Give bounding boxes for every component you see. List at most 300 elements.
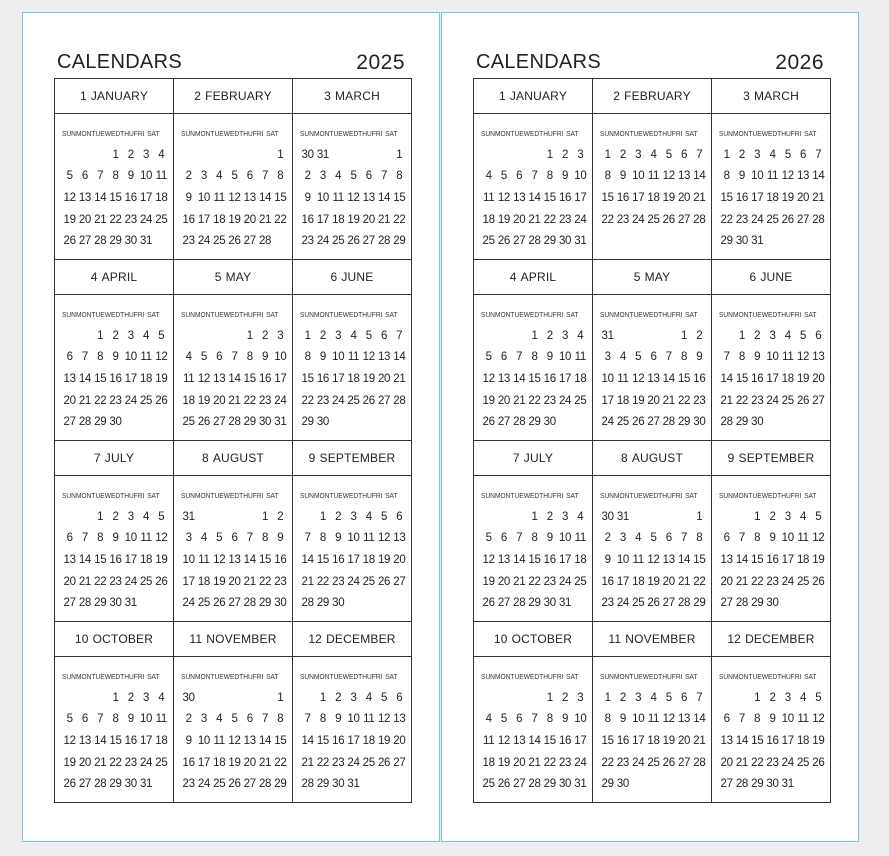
day-cell: 16 [766, 553, 779, 566]
day-cell: 12 [228, 191, 241, 204]
day-cell: 19 [482, 575, 495, 588]
day-cell: 5 [800, 329, 807, 342]
weekday-header [62, 129, 160, 138]
month-header [474, 260, 592, 295]
day-cell: 17 [124, 553, 137, 566]
day-cell: 1 [696, 510, 703, 523]
day-cell: 25 [197, 597, 211, 610]
day-cell: 7 [231, 351, 238, 364]
day-cell: 11 [482, 191, 495, 204]
day-cell: 18 [213, 756, 226, 769]
month-header [293, 260, 411, 295]
month-may [593, 260, 712, 441]
day-cell: 3 [127, 510, 134, 523]
day-grid [181, 325, 288, 433]
day-cell: 16 [109, 553, 122, 566]
day-cell: 3 [350, 510, 357, 523]
weekday-header [181, 491, 279, 500]
weekday-label: TUE [210, 491, 224, 500]
day-cell: 14 [662, 372, 675, 385]
month-grid [473, 78, 831, 803]
day-cell: 20 [243, 756, 256, 769]
day-cell: 12 [377, 713, 391, 726]
weekday-label: THU [658, 310, 672, 319]
day-cell: 20 [213, 394, 226, 407]
weekday-label: TUE [210, 310, 224, 319]
day-cell: 5 [365, 329, 372, 342]
day-cell: 19 [197, 394, 211, 407]
day-cell: 5 [665, 691, 672, 704]
day-cell: 8 [112, 713, 119, 726]
day-cell: 16 [124, 191, 137, 204]
weekday-label: WED [104, 310, 121, 319]
day-cell: 1 [112, 691, 119, 704]
day-cell: 10 [558, 532, 572, 545]
month-header [293, 441, 411, 476]
day-cell: 19 [213, 575, 226, 588]
weekday-label: MON [613, 672, 630, 681]
weekday-label: SUN [481, 491, 495, 500]
weekday-label: FRI [133, 310, 145, 319]
day-cell: 7 [246, 532, 253, 545]
weekday-label: FRI [790, 491, 802, 500]
day-cell: 5 [784, 148, 791, 161]
day-cell: 16 [616, 734, 630, 747]
day-cell: 19 [228, 213, 241, 226]
day-cell: 24 [124, 575, 137, 588]
day-cell: 11 [647, 713, 660, 726]
day-cell: 16 [316, 372, 330, 385]
month-header [593, 441, 711, 476]
day-cell: 10 [124, 532, 137, 545]
day-cell: 7 [531, 713, 538, 726]
day-cell: 21 [528, 756, 541, 769]
day-cell: 18 [197, 575, 211, 588]
day-cell: 27 [243, 778, 256, 791]
day-cell: 6 [723, 713, 730, 726]
day-cell: 6 [381, 329, 388, 342]
day-cell: 18 [139, 553, 153, 566]
day-cell: 3 [143, 148, 150, 161]
day-cell: 2 [319, 329, 326, 342]
day-grid [62, 506, 169, 614]
day-cell: 29 [316, 778, 330, 791]
weekday-header [181, 310, 279, 319]
day-cell: 21 [513, 575, 526, 588]
day-cell: 9 [562, 713, 569, 726]
day-cell: 20 [78, 213, 92, 226]
day-cell: 9 [262, 351, 269, 364]
day-cell: 25 [766, 213, 779, 226]
day-cell: 19 [228, 756, 241, 769]
day-cell: 27 [497, 597, 511, 610]
weekday-label: FRI [252, 310, 264, 319]
day-cell: 12 [662, 170, 675, 183]
day-cell: 7 [304, 713, 311, 726]
day-cell: 13 [497, 553, 511, 566]
day-cell: 4 [650, 691, 657, 704]
day-cell: 6 [246, 713, 253, 726]
day-cell: 8 [304, 351, 311, 364]
weekday-label: TUE [210, 129, 224, 138]
day-cell: 26 [662, 756, 675, 769]
day-cell: 24 [558, 575, 572, 588]
day-cell: 11 [363, 532, 375, 545]
weekday-header [181, 129, 279, 138]
day-cell: 18 [796, 734, 810, 747]
day-cell: 27 [377, 394, 391, 407]
day-cell: 3 [562, 510, 569, 523]
month-header [593, 79, 711, 114]
day-cell: 26 [228, 778, 241, 791]
month-body [474, 476, 592, 614]
day-cell: 3 [635, 148, 642, 161]
day-cell: 23 [543, 575, 556, 588]
month-name: MARCH [334, 89, 380, 103]
day-cell: 21 [258, 213, 272, 226]
weekday-header [62, 672, 160, 681]
month-body [174, 657, 292, 795]
day-cell: 23 [332, 575, 345, 588]
day-cell: 12 [63, 191, 76, 204]
day-cell: 31 [781, 778, 794, 791]
day-cell: 5 [231, 170, 238, 183]
day-cell: 23 [558, 213, 572, 226]
weekday-label: FRI [790, 129, 802, 138]
day-cell: 21 [528, 213, 541, 226]
day-cell: 13 [78, 734, 92, 747]
weekday-label: THU [358, 310, 372, 319]
day-cell: 2 [696, 329, 703, 342]
day-cell: 4 [769, 148, 776, 161]
month-name: FEBRUARY [624, 89, 691, 103]
day-cell: 22 [393, 213, 406, 226]
day-cell: 22 [94, 575, 107, 588]
day-cell: 19 [812, 553, 825, 566]
day-cell: 22 [735, 394, 749, 407]
day-cell: 14 [812, 170, 825, 183]
day-cell: 10 [751, 170, 764, 183]
weekday-label: MON [613, 491, 630, 500]
weekday-label: TUE [510, 310, 524, 319]
day-cell: 7 [696, 148, 703, 161]
day-cell: 14 [258, 734, 272, 747]
day-cell: 11 [155, 170, 168, 183]
day-cell: 18 [482, 756, 495, 769]
day-grid [62, 325, 169, 433]
weekday-label: WED [523, 491, 540, 500]
weekday-header [719, 310, 817, 319]
day-cell: 4 [143, 510, 150, 523]
day-cell: 6 [81, 713, 88, 726]
day-cell: 13 [243, 191, 256, 204]
day-cell: 27 [393, 575, 406, 588]
day-cell: 5 [815, 691, 822, 704]
weekday-label: SUN [600, 491, 614, 500]
day-cell: 14 [94, 734, 107, 747]
weekday-label: MON [313, 491, 330, 500]
day-cell: 28 [812, 213, 825, 226]
day-cell: 30 [109, 597, 122, 610]
day-cell: 17 [316, 213, 330, 226]
day-cell: 5 [665, 148, 672, 161]
weekday-label: MON [613, 129, 630, 138]
day-cell: 27 [647, 416, 660, 429]
day-cell: 3 [754, 148, 761, 161]
day-cell: 4 [158, 148, 165, 161]
day-cell: 12 [63, 734, 76, 747]
day-cell: 9 [738, 170, 745, 183]
month-header [712, 260, 830, 295]
month-body [593, 295, 711, 433]
day-cell: 29 [316, 597, 330, 610]
weekday-label: THU [239, 129, 253, 138]
day-cell: 2 [562, 148, 569, 161]
weekday-label: SUN [719, 310, 733, 319]
day-cell: 8 [723, 170, 730, 183]
day-cell: 25 [796, 575, 810, 588]
day-cell: 7 [723, 351, 730, 364]
day-cell: 1 [604, 148, 611, 161]
weekday-label: THU [777, 310, 791, 319]
weekday-label: SAT [266, 129, 279, 138]
day-cell: 20 [513, 213, 526, 226]
day-cell: 12 [155, 532, 168, 545]
day-cell: 15 [735, 372, 749, 385]
day-cell: 30 [558, 235, 572, 248]
day-cell: 9 [619, 170, 626, 183]
month-body [293, 295, 411, 433]
month-february [593, 79, 712, 260]
day-cell: 16 [543, 372, 556, 385]
day-cell: 25 [139, 575, 153, 588]
day-cell: 10 [139, 170, 153, 183]
month-body [593, 476, 711, 614]
month-grid [54, 78, 412, 803]
day-cell: 8 [754, 713, 761, 726]
day-cell: 10 [124, 351, 137, 364]
day-cell: 11 [782, 351, 794, 364]
weekday-label: WED [761, 310, 778, 319]
day-cell: 9 [185, 734, 192, 747]
weekday-label: TUE [748, 491, 762, 500]
weekday-label: TUE [91, 310, 105, 319]
day-cell: 16 [182, 213, 195, 226]
day-cell: 7 [97, 713, 104, 726]
day-cell: 25 [182, 416, 195, 429]
day-cell: 4 [650, 148, 657, 161]
month-july [55, 441, 174, 622]
day-cell: 12 [812, 713, 825, 726]
day-cell: 14 [228, 372, 241, 385]
day-cell: 13 [377, 351, 391, 364]
day-cell: 23 [766, 575, 779, 588]
weekday-label: SUN [481, 672, 495, 681]
day-cell: 7 [681, 532, 688, 545]
month-number: 4 [90, 270, 98, 284]
day-cell: 4 [485, 713, 492, 726]
weekday-label: MON [732, 129, 749, 138]
day-cell: 10 [197, 734, 211, 747]
month-body [712, 295, 830, 433]
weekday-label: SAT [804, 672, 817, 681]
day-cell: 8 [319, 713, 326, 726]
day-cell: 2 [335, 510, 342, 523]
day-cell: 21 [393, 372, 406, 385]
day-cell: 17 [601, 394, 614, 407]
weekday-label: SAT [804, 129, 817, 138]
month-header [55, 260, 173, 295]
day-cell: 8 [696, 532, 703, 545]
weekday-label: THU [239, 491, 253, 500]
weekday-label: WED [223, 672, 240, 681]
day-cell: 23 [616, 213, 630, 226]
day-cell: 4 [200, 532, 207, 545]
weekday-header [62, 491, 160, 500]
month-april [474, 260, 593, 441]
day-grid [481, 506, 588, 614]
weekday-label: WED [642, 129, 659, 138]
weekday-label: SAT [147, 672, 160, 681]
weekday-label: FRI [552, 672, 564, 681]
day-cell: 24 [197, 235, 211, 248]
month-number: 3 [743, 89, 750, 103]
weekday-label: TUE [329, 129, 343, 138]
day-cell: 29 [751, 778, 764, 791]
day-cell: 1 [277, 691, 284, 704]
day-cell: 31 [558, 597, 572, 610]
day-cell: 21 [301, 575, 314, 588]
weekday-label: WED [523, 129, 540, 138]
day-cell: 24 [139, 213, 153, 226]
weekday-label: THU [120, 129, 134, 138]
day-cell: 15 [274, 734, 287, 747]
day-cell: 10 [139, 713, 153, 726]
day-cell: 30 [543, 416, 556, 429]
weekday-label: THU [658, 129, 672, 138]
day-cell: 22 [258, 575, 272, 588]
month-body [712, 114, 830, 252]
day-cell: 12 [781, 170, 794, 183]
weekday-label: FRI [552, 310, 564, 319]
day-cell: 7 [531, 170, 538, 183]
weekday-header [300, 491, 398, 500]
weekday-label: THU [539, 491, 553, 500]
month-number: 8 [201, 451, 209, 465]
weekday-label: MON [194, 491, 211, 500]
day-cell: 13 [812, 351, 825, 364]
day-cell: 15 [601, 734, 614, 747]
day-cell: 23 [766, 756, 779, 769]
day-cell: 16 [751, 372, 764, 385]
month-body [712, 657, 830, 795]
day-cell: 8 [738, 351, 745, 364]
day-cell: 26 [63, 778, 76, 791]
day-cell: 23 [751, 394, 764, 407]
day-cell: 14 [735, 734, 749, 747]
weekday-label: WED [104, 672, 121, 681]
day-cell: 6 [650, 351, 657, 364]
day-cell: 29 [693, 597, 706, 610]
day-cell: 31 [574, 235, 587, 248]
month-header [712, 622, 830, 657]
day-cell: 31 [751, 235, 764, 248]
day-cell: 22 [243, 394, 256, 407]
day-cell: 22 [301, 394, 314, 407]
day-cell: 14 [301, 734, 314, 747]
weekday-label: FRI [133, 129, 145, 138]
weekday-label: FRI [371, 491, 383, 500]
day-cell: 5 [200, 351, 207, 364]
month-name: AUGUST [212, 451, 265, 465]
day-cell: 8 [546, 713, 553, 726]
day-cell: 20 [720, 756, 733, 769]
day-cell: 7 [516, 532, 523, 545]
day-grid [181, 687, 288, 795]
day-cell: 12 [497, 734, 511, 747]
day-cell: 30 [766, 597, 779, 610]
day-cell: 8 [97, 532, 104, 545]
weekday-label: FRI [133, 672, 145, 681]
day-cell: 11 [363, 713, 375, 726]
month-number: 5 [633, 270, 641, 284]
day-cell: 30 [258, 416, 272, 429]
month-name: SEPTEMBER [738, 451, 815, 465]
month-name: MAY [644, 270, 671, 284]
day-cell: 2 [112, 329, 119, 342]
day-cell: 29 [601, 778, 614, 791]
weekday-label: THU [539, 310, 553, 319]
day-cell: 22 [316, 575, 330, 588]
day-cell: 27 [78, 235, 92, 248]
day-cell: 28 [301, 597, 314, 610]
weekday-label: WED [342, 491, 359, 500]
weekday-label: SAT [385, 310, 398, 319]
day-cell: 31 [574, 778, 587, 791]
day-grid [600, 687, 707, 795]
day-cell: 26 [647, 597, 660, 610]
month-number: 6 [749, 270, 757, 284]
day-cell: 2 [185, 170, 192, 183]
day-cell: 27 [513, 778, 526, 791]
day-cell: 23 [332, 756, 345, 769]
month-header [474, 622, 592, 657]
day-cell: 8 [531, 351, 538, 364]
day-cell: 10 [574, 713, 587, 726]
day-cell: 3 [185, 532, 192, 545]
day-cell: 29 [258, 597, 272, 610]
weekday-label: THU [120, 491, 134, 500]
day-cell: 29 [94, 597, 107, 610]
weekday-label: MON [194, 310, 211, 319]
day-cell: 30 [558, 778, 572, 791]
day-cell: 19 [155, 553, 168, 566]
weekday-label: WED [104, 129, 121, 138]
day-cell: 15 [301, 372, 314, 385]
weekday-label: SAT [566, 129, 579, 138]
day-cell: 20 [377, 372, 391, 385]
day-cell: 20 [393, 734, 406, 747]
day-cell: 6 [81, 170, 88, 183]
day-cell: 5 [500, 713, 507, 726]
day-cell: 14 [78, 553, 92, 566]
day-cell: 17 [139, 734, 153, 747]
day-cell: 1 [112, 148, 119, 161]
day-grid [481, 144, 588, 252]
day-cell: 10 [632, 170, 645, 183]
day-cell: 10 [197, 191, 211, 204]
weekday-label: SUN [719, 672, 733, 681]
